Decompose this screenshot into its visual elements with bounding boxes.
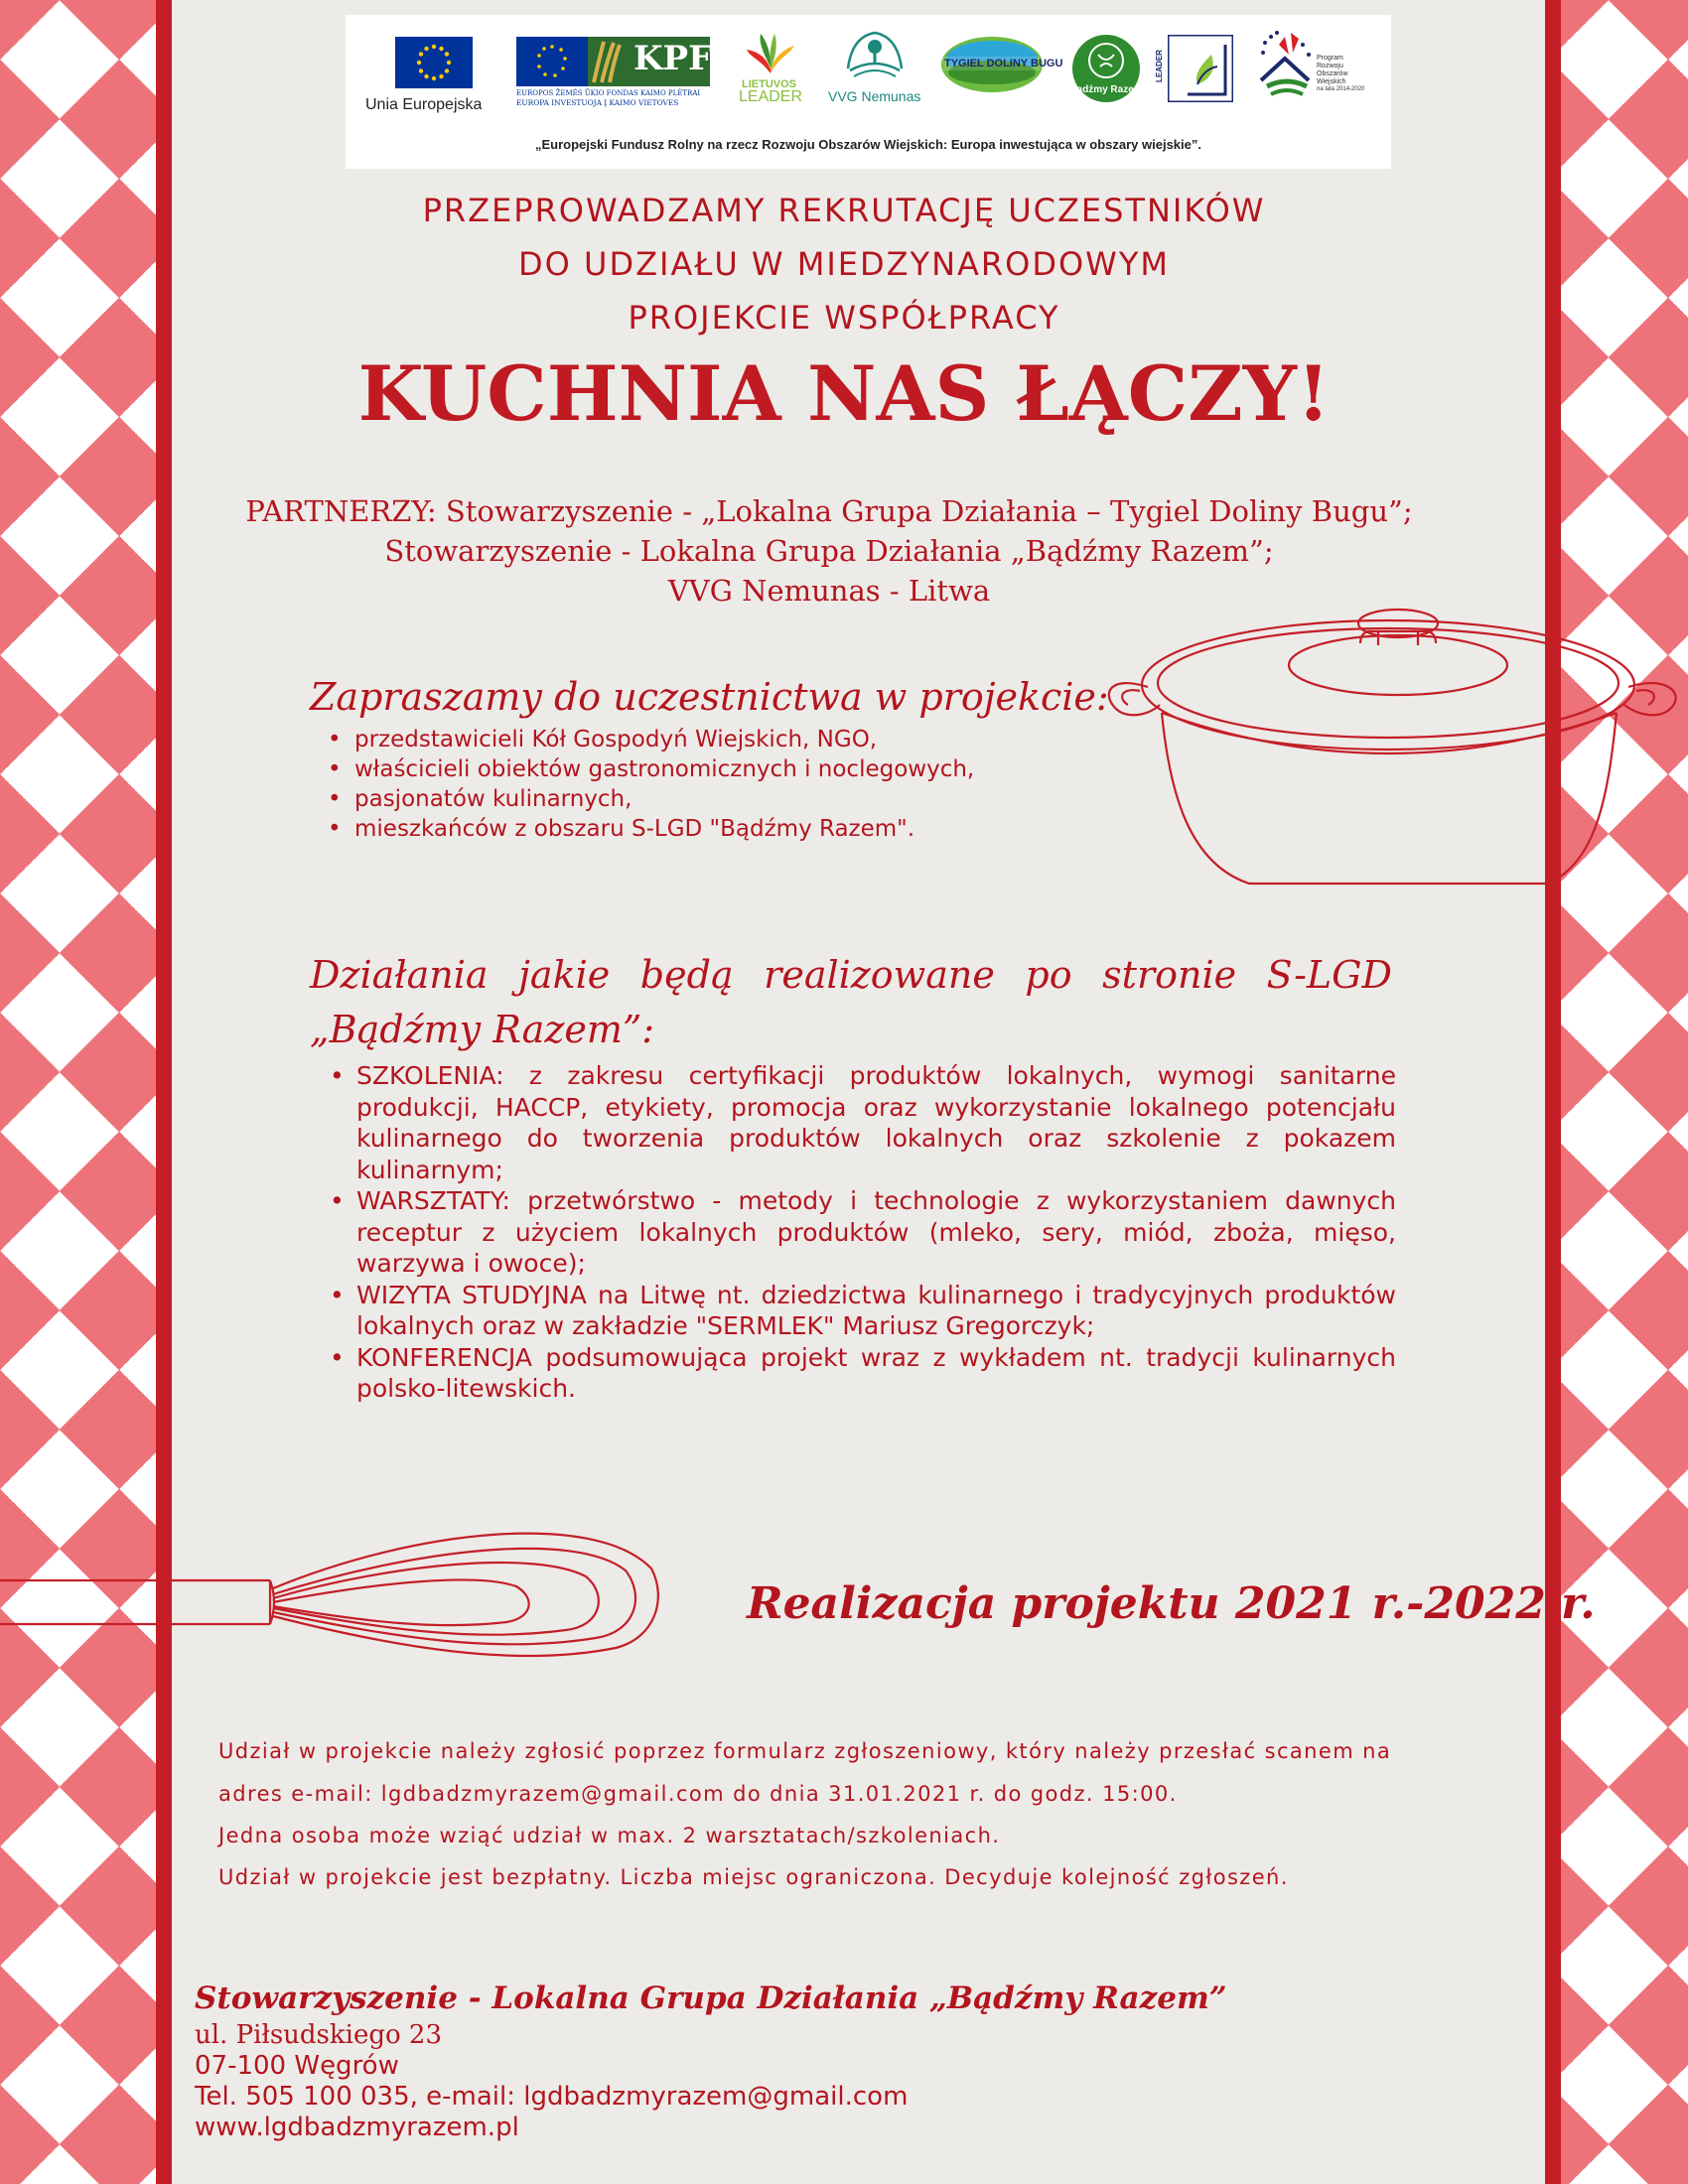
vvg-nemunas-logo: [842, 29, 908, 82]
actions-item-2: • WARSZTATY: przetwórstwo - metody i technologie z wykorzystaniem dawnych receptur z użyciem lokalnych produktów (mleko, sery, miód, zboża, mięso, warzywa i owoce);: [322, 1185, 1396, 1280]
prow-text-3: Wiejskich: [1317, 78, 1346, 85]
invite-item-2: • właścicieli obiektów gastronomicznych i noclegowych,: [320, 754, 1114, 784]
invite-title: Zapraszamy do uczestnictwa w projekcie:: [310, 675, 1109, 719]
contact-website: www.lgdbadzmyrazem.pl: [195, 2113, 519, 2142]
org-name: Stowarzyszenie - Lokalna Grupa Działania „Bądźmy Razem”: [195, 1980, 1227, 2016]
heading-line-1: PRZEPROWADZAMY REKRUTACJĘ UCZESTNIKÓW: [422, 192, 1266, 229]
info-line-1: Udział w projekcie należy zgłosić poprzez formularz zgłoszeniowy, który należy przesłać scanem na: [218, 1739, 1392, 1763]
vvg-text: VVG Nemunas: [828, 88, 921, 104]
leader-vertical-text: LEADER: [1154, 50, 1164, 82]
contact-city: 07-100 Węgrów: [195, 2051, 399, 2081]
info-line-4: Udział w projekcie jest bezpłatny. Liczba miejsc ograniczona. Decyduje kolejność zgłoszeń.: [218, 1865, 1289, 1889]
prow-text-4: na lata 2014-2020: [1317, 86, 1365, 92]
actions-item-3: • WIZYTA STUDYJNA na Litwę nt. dziedzictwa kulinarnego i tradycyjnych produktów lokalnych oraz w zakładzie "SERMLEK" Mariusz Gregorczyk;: [322, 1280, 1396, 1342]
badzmy-text: Bądźmy Razem: [1069, 84, 1143, 95]
heading-line-2: DO UDZIAŁU W MIEDZYNARODOWYM: [518, 245, 1170, 283]
info-line-3: Jedna osoba może wziąć udział w max. 2 warsztatach/szkoleniach.: [218, 1824, 1001, 1847]
info-line-2: adres e-mail: lgdbadzmyrazem@gmail.com do dnia 31.01.2021 r. do godz. 15:00.: [218, 1782, 1178, 1806]
logo-strip: [346, 15, 1391, 169]
prow-text-2: Obszarów: [1317, 70, 1348, 77]
partners-line-2: Stowarzyszenie - Lokalna Grupa Działania „Bądźmy Razem”;: [384, 534, 1274, 568]
prow-text-1: Rozwoju: [1317, 63, 1343, 69]
invite-item-1: • przedstawicieli Kół Gospodyń Wiejskich, NGO,: [320, 725, 1114, 754]
prow-text-0: Program: [1317, 55, 1343, 62]
prow-logo: [1257, 29, 1317, 108]
contact-phone-email: Tel. 505 100 035, e-mail: lgdbadzmyrazem@gmail.com: [195, 2082, 909, 2112]
main-title: KUCHNIA NAS ŁĄCZY!: [357, 349, 1331, 438]
eu-flag-logo: [395, 37, 473, 88]
kpf-sub1: EUROPOS ŽEMĖS ŪKIO FONDAS KAIMO PLĖTRAI: [516, 89, 701, 97]
lietuvos-leader-logo: [741, 30, 800, 77]
invite-list: [320, 725, 1114, 844]
leader-eu-logo: [1168, 35, 1233, 102]
kpf-sub2: EUROPA INVESTUOJA Į KAIMO VIETOVES: [516, 98, 679, 107]
partners-line-3: VVG Nemunas - Litwa: [667, 574, 991, 608]
actions-list: [322, 1060, 1396, 1405]
leader-text2: LEADER: [739, 88, 803, 105]
tygiel-text: TYGIEL DOLINY BUGU: [944, 58, 1063, 69]
contact-street: ul. Piłsudskiego 23: [195, 2020, 443, 2050]
actions-title-line-1: Działania jakie będą realizowane po stronie S-LGD: [310, 953, 1392, 997]
invite-item-3: • pasjonatów kulinarnych,: [320, 784, 1114, 814]
actions-item-4: • KONFERENCJA podsumowująca projekt wraz z wykładem nt. tradycji kulinarnych polsko-litewskich.: [322, 1342, 1396, 1405]
heading-line-3: PROJEKCIE WSPÓŁPRACY: [628, 299, 1060, 337]
actions-item-1: • SZKOLENIA: z zakresu certyfikacji produktów lokalnych, wymogi sanitarne produkcji, HACCP, etykiety, promocja oraz wykorzystanie lokalnego potencjału kulinarnego do tworzenia produktów lokalnych oraz szkolenie z pokazem kulinarnym;: [322, 1060, 1396, 1185]
pot-illustration: [1100, 596, 1688, 903]
realizacja-text: Realizacja projektu 2021 r.-2022 r.: [747, 1578, 1596, 1629]
invite-item-4: • mieszkańców z obszaru S-LGD "Bądźmy Razem".: [320, 814, 1114, 844]
kpf-text: KPF: [633, 39, 713, 78]
leader-text1: LIETUVOS: [742, 78, 797, 90]
actions-title-line-2: „Bądźmy Razem”:: [310, 1008, 655, 1051]
funding-caption: „Europejski Fundusz Rolny na rzecz Rozwoju Obszarów Wiejskich: Europa inwestująca w obszary wiejskie”.: [535, 137, 1201, 152]
partners-line-1: PARTNERZY: Stowarzyszenie - „Lokalna Grupa Działania – Tygiel Doliny Bugu”;: [245, 494, 1413, 528]
eu-label: Unia Europejska: [365, 96, 483, 113]
whisk-illustration: [0, 1509, 665, 1668]
